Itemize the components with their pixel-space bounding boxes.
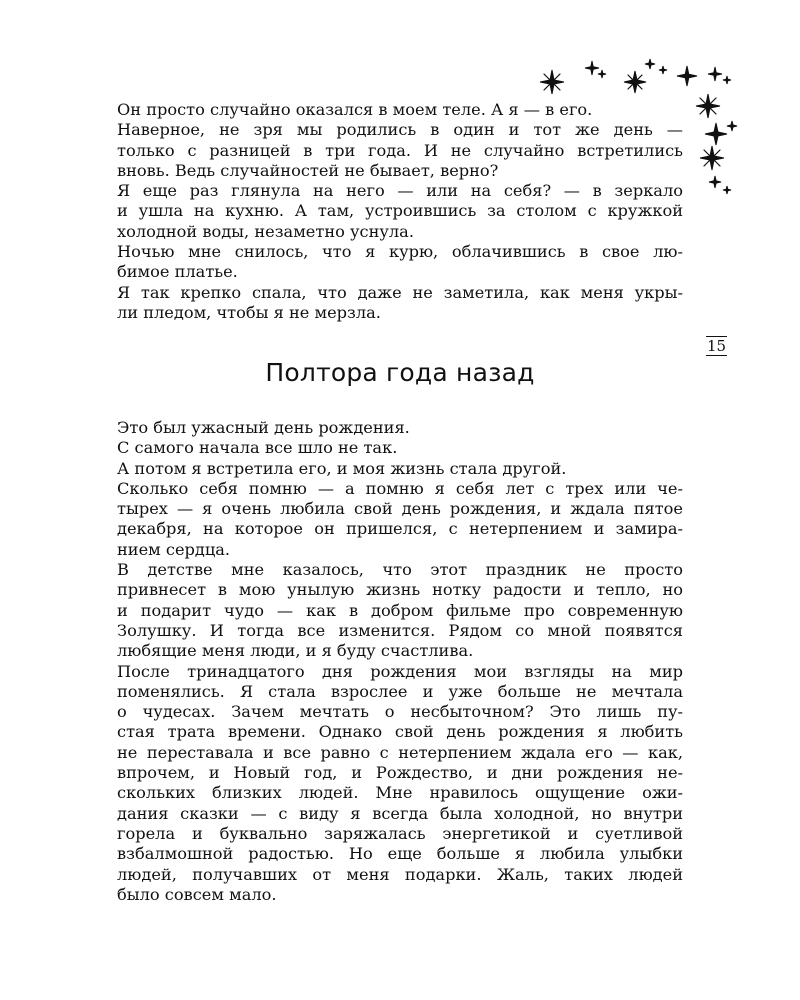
text-line: После тринадцатого дня рождения мои взгляды на мир [117, 661, 683, 681]
text-line: стая трата времени. Однако свой день рождения я любить [117, 722, 683, 742]
text-line: привнесет в мою унылую жизнь нотку радости и тепло, но [117, 580, 683, 600]
sparkle-icon [709, 176, 721, 188]
text-line: Ночью мне снилось, что я курю, облачившись в свое лю- [117, 242, 683, 262]
sparkle-icon [645, 59, 655, 69]
paragraph [117, 418, 683, 438]
text-line: ли пледом, чтобы я не мерзла. [117, 302, 381, 322]
chapter-text-block [117, 418, 683, 905]
sparkle-icon [659, 66, 667, 74]
text-line: было совсем мало. [117, 884, 277, 904]
text-line: взбалмошной радостью. Но еще больше я любила улыбки [117, 844, 683, 864]
text-line: и подарит чудо — как в добром фильме про современную [117, 600, 683, 620]
star-icon [705, 123, 727, 145]
text-line: поменялись. Я стала взрослее и уже больше не мечтала [117, 681, 683, 701]
sparkle-icon [585, 61, 599, 75]
sparkle-icon [723, 76, 731, 84]
page-number: 15 [707, 337, 727, 355]
text-line: любящие меня люди, и я буду счастлива. [117, 641, 474, 661]
sparkle-icon [723, 186, 731, 194]
star-icon [700, 146, 724, 170]
paragraph [117, 560, 683, 661]
text-line: декабря, на которое он пришелся, с нетерпением и замира- [117, 519, 683, 539]
text-line: бимое платье. [117, 262, 238, 282]
text-line: Он просто случайно оказался в моем теле. А я — в его. [117, 100, 593, 119]
paragraph [117, 459, 683, 479]
paragraph [117, 181, 683, 242]
sparkle-icon [727, 121, 737, 131]
text-line: холодной воды, незаметно уснула. [117, 221, 414, 241]
text-line: только с разницей в три года. И не случайно встретились [117, 140, 683, 160]
text-line: не переставала и все равно с нетерпением ждала его — как, [117, 742, 683, 762]
star-icon [624, 71, 646, 93]
paragraph [117, 100, 683, 120]
text-line: А потом я встретила его, и моя жизнь стала другой. [117, 458, 567, 478]
paragraph [117, 479, 683, 560]
sparkle-icon [708, 67, 722, 81]
text-line: дания сказки — с виду я всегда была холодной, но внутри [117, 803, 683, 823]
text-line: Я еще раз глянула на него — или на себя? — в зеркало [117, 181, 683, 201]
text-line: Сколько себя помню — а помню я себя лет с трех или че- [117, 478, 683, 498]
star-icon [696, 94, 720, 118]
paragraph [117, 438, 683, 458]
chapter-title: Полтора года назад [265, 358, 535, 387]
star-icon [540, 70, 564, 94]
text-line: вновь. Ведь случайностей не бывает, верно? [117, 160, 499, 180]
text-line: тырех — я очень любила свой день рождения, и ждала пятое [117, 499, 683, 519]
top-text-block [117, 100, 683, 323]
text-line: впрочем, и Новый год, и Рождество, и дни рождения не- [117, 763, 683, 783]
text-line: Я так крепко спала, что даже не заметила, как меня укры- [117, 282, 683, 302]
paragraph [117, 662, 683, 906]
text-line: горела и буквально заряжалась энергетикой и суетливой [117, 823, 683, 843]
sparkle-icon [598, 70, 606, 78]
text-line: Наверное, не зря мы родились в один и тот же день — [117, 120, 683, 140]
text-line: С самого начала все шло не так. [117, 438, 398, 458]
text-line: и ушла на кухню. А там, устроившись за столом с кружкой [117, 201, 683, 221]
text-line: Это был ужасный день рождения. [117, 418, 410, 437]
text-line: людей, получавших от меня подарки. Жаль, таких людей [117, 864, 683, 884]
paragraph [117, 242, 683, 283]
paragraph [117, 283, 683, 324]
text-line: В детстве мне казалось, что этот праздник не просто [117, 560, 683, 580]
text-line: о чудесах. Зачем мечтать о несбыточном? Это лишь пу- [117, 702, 683, 722]
paragraph [117, 120, 683, 181]
star-icon [677, 66, 697, 86]
text-line: Золушку. И тогда все изменится. Рядом со мной появятся [117, 620, 683, 640]
text-line: нием сердца. [117, 539, 231, 559]
text-line: скольких близких людей. Мне нравилось ощущение ожи- [117, 783, 683, 803]
